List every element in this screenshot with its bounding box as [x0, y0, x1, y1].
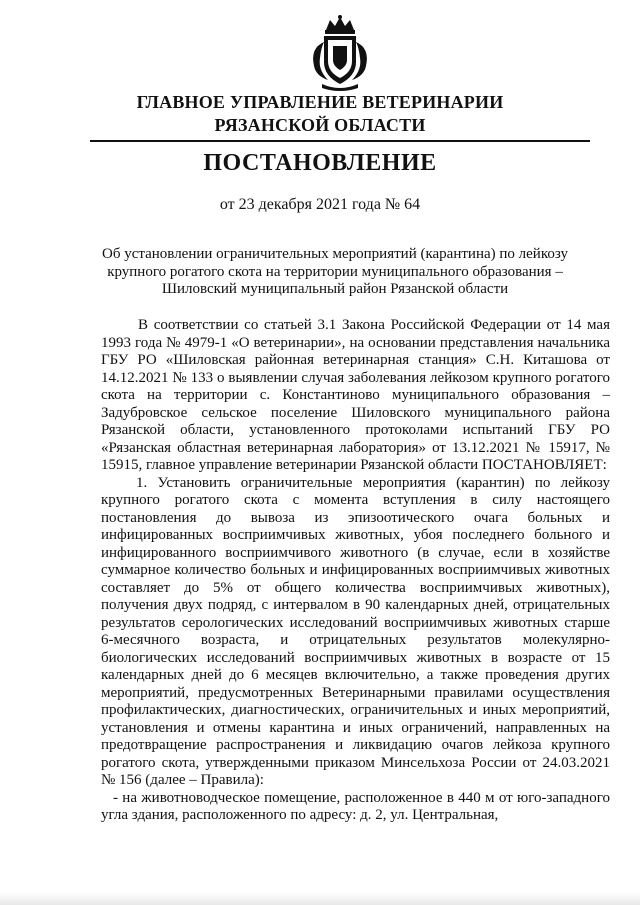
scan-bottom-edge — [0, 892, 640, 905]
item-1-paragraph: 1. Установить ограничительные мероприятия (карантин) по лейкозу крупного рогатого скота с момента вступления в силу настоящего постановления до вывоза из эпизоотического очага больных и инфицированных восприимчивых животных, убоя последнего больного и инфицированного восприимчивого животного (в случае, если в хозяйстве суммарное количество больных и инфицированных восприимчивых животных составляет до 5% от общего количества восприимчивых животных), получения двух подряд, с интервалом в 90 календарных дней, отрицательных результатов серологических исследований восприимчивых животных старше 6-месячного возраста, и отрицательных результатов молекулярно-биологических исследований восприимчивых животных в возрасте от 15 календарных дней до 6 месяцев включительно, а также проведения других мероприятий, предусмотренных Ветеринарными правилами осуществления профилактических, диагностических, ограничительных и иных мероприятий, установления и отмены карантина и иных ограничений, направленных на предотвращение распространения и ликвидацию очагов лейкоза крупного рогатого скота, утвержденными приказом Минсельхоза России от 24.03.2021 № 156 (далее – Правила): — [101, 474, 610, 788]
dash-item-paragraph: - на животноводческое помещение, расположенное в 440 м от юго-западного угла здания, расположенного по адресу: д. 2, ул. Центральная, — [101, 789, 610, 823]
intro-paragraph: В соответствии со статьей 3.1 Закона Российской Федерации от 14 мая 1993 года № 4979-1 «О ветеринарии», на основании представления начальника ГБУ РО «Шиловская районная ветеринарная станция» С.Н. Киташова от 14.12.2021 № 133 о выявлении случая заболевания лейкозом крупного рогатого скота на территории с. Константиново муниципального образования – Задубровское сельское поселение Шиловского муниципального района Рязанской области, установленного протоколами испытаний ГБУ РО «Рязанская областная ветеринарная лаборатория» от 13.12.2021 № 15917, № 15915, главное управление ветеринарии Рязанской области ПОСТАНОВЛЯЕТ: — [101, 317, 610, 473]
org-name-line1: ГЛАВНОЕ УПРАВЛЕНИЕ ВЕТЕРИНАРИИ — [136, 92, 504, 112]
header-divider — [90, 140, 590, 142]
org-name-line2: РЯЗАНСКОЙ ОБЛАСТИ — [214, 115, 426, 135]
document-body — [101, 317, 610, 825]
document-date-number: от 23 декабря 2021 года № 64 — [219, 196, 421, 213]
coat-of-arms-emblem — [300, 14, 380, 94]
document-title: ПОСТАНОВЛЕНИЕ — [203, 150, 437, 176]
document-subject: Об установлении ограничительных мероприятий (карантина) по лейкозу крупного рогатого скота на территории муниципального образования – Шиловский муниципальный район Рязанской области — [102, 246, 568, 297]
